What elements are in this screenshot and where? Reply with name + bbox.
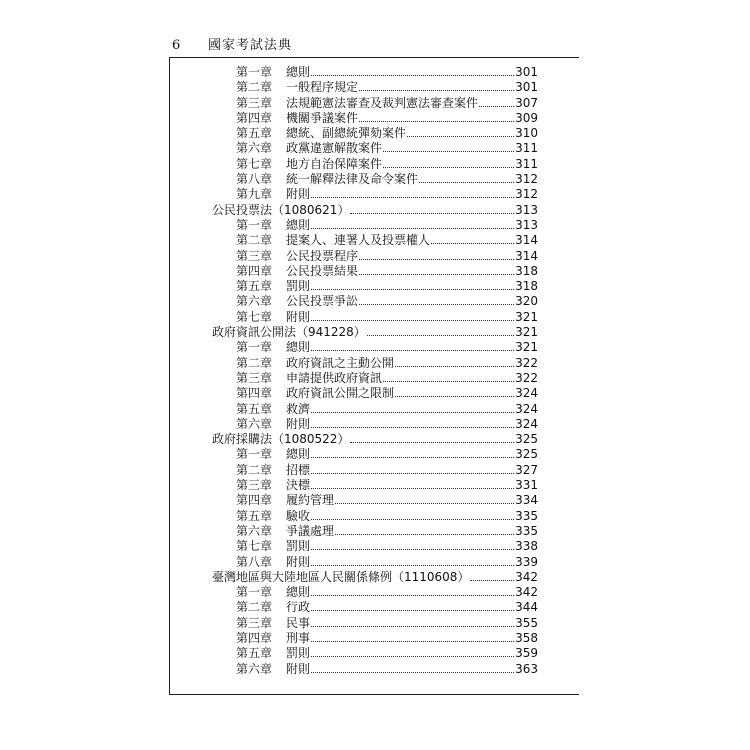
page-ref: 321 (515, 325, 538, 340)
chapter-number: 第八章 (236, 554, 273, 569)
toc-chapter-entry[interactable] (212, 478, 538, 493)
page-ref: 310 (515, 126, 538, 141)
dot-leader (407, 126, 514, 137)
chapter-number: 第七章 (236, 156, 273, 171)
dot-leader (395, 356, 514, 367)
chapter-title: 附則 (286, 554, 311, 569)
dot-leader (335, 493, 514, 504)
toc-chapter-entry[interactable] (212, 157, 538, 172)
page-ref: 318 (515, 279, 538, 294)
page-ref: 344 (515, 600, 538, 615)
chapter-number: 第三章 (236, 248, 273, 263)
page-ref: 314 (515, 248, 538, 263)
page-ref: 313 (515, 202, 538, 217)
chapter-title: 驗收 (286, 508, 311, 523)
page-ref: 335 (515, 523, 538, 538)
page-ref: 327 (515, 462, 538, 477)
chapter-title: 附則 (286, 309, 311, 324)
dot-leader (311, 340, 514, 351)
dot-leader (311, 218, 514, 229)
chapter-number: 第八章 (236, 172, 273, 187)
page-ref: 312 (515, 187, 538, 202)
page-ref: 358 (515, 630, 538, 645)
dot-leader (311, 417, 514, 428)
chapter-number: 第四章 (236, 630, 273, 645)
chapter-number: 第六章 (236, 294, 273, 309)
page-ref: 320 (515, 294, 538, 309)
toc-chapter-entry[interactable] (212, 386, 538, 401)
dot-leader (359, 294, 514, 305)
page-ref: 359 (515, 646, 538, 661)
page-ref: 331 (515, 478, 538, 493)
chapter-number: 第三章 (236, 370, 273, 385)
page-ref: 314 (515, 233, 538, 248)
toc-chapter-entry[interactable] (212, 616, 538, 631)
chapter-title: 總則 (286, 585, 311, 600)
dot-leader (311, 600, 514, 611)
toc-chapter-entry[interactable] (212, 126, 538, 141)
chapter-number: 第二章 (236, 355, 273, 370)
chapter-number: 第五章 (236, 401, 273, 416)
dot-leader (419, 172, 514, 183)
chapter-title: 公民投票程序 (286, 248, 359, 263)
dot-leader (359, 80, 514, 91)
book-title: 國家考試法典 (208, 38, 293, 53)
chapter-number: 第三章 (236, 615, 273, 630)
law-title: 臺灣地區與大陸地區人民關係條例（1110608） (212, 569, 470, 584)
chapter-title: 總統、副總統彈劾案件 (286, 126, 407, 141)
dot-leader (311, 310, 514, 321)
toc-chapter-entry[interactable] (212, 141, 538, 156)
law-title: 政府採購法（1080522） (212, 432, 350, 447)
toc-chapter-entry[interactable] (212, 172, 538, 187)
toc-chapter-entry[interactable] (212, 310, 538, 325)
chapter-number: 第六章 (236, 661, 273, 676)
dot-leader (311, 539, 514, 550)
dot-leader (311, 447, 514, 458)
law-title: 政府資訊公開法（941228） (212, 325, 366, 340)
toc-chapter-entry[interactable] (212, 417, 538, 432)
chapter-title: 附則 (286, 187, 311, 202)
chapter-title: 罰則 (286, 539, 311, 554)
toc-law-entry[interactable] (212, 203, 538, 218)
dot-leader (350, 432, 514, 443)
page-ref: 324 (515, 416, 538, 431)
toc-chapter-entry[interactable] (212, 524, 538, 539)
chapter-title: 行政 (286, 600, 311, 615)
chapter-title: 救濟 (286, 401, 311, 416)
toc-chapter-entry[interactable] (212, 509, 538, 524)
dot-leader (359, 249, 514, 260)
chapter-number: 第四章 (236, 493, 273, 508)
toc-chapter-entry[interactable] (212, 493, 538, 508)
dot-leader (311, 65, 514, 76)
page-ref: 342 (515, 585, 538, 600)
toc-chapter-entry[interactable] (212, 294, 538, 309)
toc-chapter-entry[interactable] (212, 646, 538, 661)
page-ref: 309 (515, 110, 538, 125)
toc-chapter-entry[interactable] (212, 96, 538, 111)
chapter-number: 第五章 (236, 508, 273, 523)
toc-chapter-entry[interactable] (212, 555, 538, 570)
chapter-title: 政黨違憲解散案件 (286, 141, 383, 156)
chapter-title: 政府資訊公開之限制 (286, 386, 395, 401)
dot-leader (359, 264, 514, 275)
page-ref: 321 (515, 309, 538, 324)
page-ref: 311 (515, 141, 538, 156)
toc-chapter-entry[interactable] (212, 340, 538, 355)
chapter-title: 刑事 (286, 630, 311, 645)
chapter-number: 第一章 (236, 585, 273, 600)
chapter-number: 第二章 (236, 233, 273, 248)
page-ref: 355 (515, 615, 538, 630)
chapter-number: 第五章 (236, 279, 273, 294)
chapter-title: 罰則 (286, 279, 311, 294)
chapter-number: 第一章 (236, 340, 273, 355)
dot-leader (395, 386, 514, 397)
chapter-number: 第一章 (236, 447, 273, 462)
page-ref: 338 (515, 539, 538, 554)
page-number: 6 (172, 38, 181, 53)
chapter-number: 第五章 (236, 646, 273, 661)
dot-leader (311, 187, 514, 198)
chapter-number: 第四章 (236, 386, 273, 401)
dot-leader (431, 233, 514, 244)
page-ref: 301 (515, 65, 538, 79)
chapter-number: 第六章 (236, 416, 273, 431)
dot-leader (311, 279, 514, 290)
toc-chapter-entry[interactable] (212, 80, 538, 95)
chapter-title: 總則 (286, 217, 311, 232)
toc-chapter-entry[interactable] (212, 631, 538, 646)
page-ref: 313 (515, 217, 538, 232)
chapter-number: 第二章 (236, 462, 273, 477)
dot-leader (311, 662, 514, 673)
toc-chapter-entry[interactable] (212, 233, 538, 248)
chapter-title: 統一解釋法律及命令案件 (286, 172, 419, 187)
dot-leader (311, 478, 514, 489)
toc-chapter-entry[interactable] (212, 279, 538, 294)
toc-law-entry[interactable] (212, 432, 538, 447)
toc-chapter-entry[interactable] (212, 249, 538, 264)
chapter-title: 公民投票結果 (286, 263, 359, 278)
chapter-number: 第三章 (236, 95, 273, 110)
chapter-number: 第九章 (236, 187, 273, 202)
chapter-number: 第四章 (236, 110, 273, 125)
chapter-title: 民事 (286, 615, 311, 630)
chapter-title: 總則 (286, 447, 311, 462)
page-ref: 335 (515, 508, 538, 523)
toc-chapter-entry[interactable] (212, 585, 538, 600)
page-ref: 325 (515, 447, 538, 462)
chapter-title: 附則 (286, 661, 311, 676)
toc-chapter-entry[interactable] (212, 111, 538, 126)
toc-chapter-entry[interactable] (212, 264, 538, 279)
page-ref: 325 (515, 432, 538, 447)
page-ref: 322 (515, 370, 538, 385)
chapter-title: 公民投票爭訟 (286, 294, 359, 309)
chapter-title: 決標 (286, 478, 311, 493)
toc-chapter-entry[interactable] (212, 65, 538, 80)
toc-chapter-entry[interactable] (212, 662, 538, 677)
toc-chapter-entry[interactable] (212, 356, 538, 371)
page-ref: 321 (515, 340, 538, 355)
chapter-number: 第六章 (236, 141, 273, 156)
page-ref: 318 (515, 263, 538, 278)
chapter-number: 第一章 (236, 217, 273, 232)
dot-leader (311, 616, 514, 627)
toc-chapter-entry[interactable] (212, 447, 538, 462)
dot-leader (311, 463, 514, 474)
table-of-contents (212, 65, 538, 677)
page-ref: 324 (515, 401, 538, 416)
chapter-number: 第二章 (236, 600, 273, 615)
toc-law-entry[interactable] (212, 570, 538, 585)
chapter-title: 罰則 (286, 646, 311, 661)
page-ref: 312 (515, 172, 538, 187)
dot-leader (383, 371, 514, 382)
dot-leader (367, 325, 514, 336)
dot-leader (470, 570, 514, 581)
page-ref: 311 (515, 156, 538, 171)
dot-leader (335, 524, 514, 535)
dot-leader (383, 157, 514, 168)
chapter-title: 招標 (286, 462, 311, 477)
chapter-number: 第五章 (236, 126, 273, 141)
chapter-title: 總則 (286, 65, 311, 79)
toc-chapter-entry[interactable] (212, 402, 538, 417)
dot-leader (311, 585, 514, 596)
chapter-number: 第七章 (236, 309, 273, 324)
chapter-number: 第七章 (236, 539, 273, 554)
chapter-number: 第一章 (236, 65, 273, 79)
page-ref: 334 (515, 493, 538, 508)
dot-leader (383, 141, 514, 152)
page-ref: 307 (515, 95, 538, 110)
chapter-number: 第四章 (236, 263, 273, 278)
chapter-title: 附則 (286, 416, 311, 431)
page-ref: 322 (515, 355, 538, 370)
toc-chapter-entry[interactable] (212, 187, 538, 202)
toc-chapter-entry[interactable] (212, 463, 538, 478)
page-ref: 339 (515, 554, 538, 569)
chapter-title: 履約管理 (286, 493, 335, 508)
toc-chapter-entry[interactable] (212, 600, 538, 615)
dot-leader (311, 509, 514, 520)
toc-law-entry[interactable] (212, 325, 538, 340)
chapter-title: 地方自治保障案件 (286, 156, 383, 171)
chapter-number: 第二章 (236, 80, 273, 95)
chapter-number: 第三章 (236, 478, 273, 493)
toc-chapter-entry[interactable] (212, 371, 538, 386)
chapter-title: 一般程序規定 (286, 80, 359, 95)
chapter-number: 第六章 (236, 523, 273, 538)
chapter-title: 法規範憲法審查及裁判憲法審查案件 (286, 95, 479, 110)
chapter-title: 政府資訊之主動公開 (286, 355, 395, 370)
dot-leader (311, 646, 514, 657)
page-ref: 342 (515, 569, 538, 584)
dot-leader (311, 555, 514, 566)
toc-chapter-entry[interactable] (212, 218, 538, 233)
chapter-title: 機關爭議案件 (286, 110, 359, 125)
chapter-title: 總則 (286, 340, 311, 355)
page-ref: 324 (515, 386, 538, 401)
law-title: 公民投票法（1080621） (212, 202, 350, 217)
dot-leader (350, 203, 514, 214)
dot-leader (311, 631, 514, 642)
toc-chapter-entry[interactable] (212, 539, 538, 554)
page-ref: 301 (515, 80, 538, 95)
dot-leader (311, 402, 514, 413)
chapter-title: 爭議處理 (286, 523, 335, 538)
chapter-title: 申請提供政府資訊 (286, 370, 383, 385)
dot-leader (359, 111, 514, 122)
page-ref: 363 (515, 661, 538, 676)
dot-leader (479, 96, 514, 107)
chapter-title: 提案人、連署人及投票權人 (286, 233, 431, 248)
